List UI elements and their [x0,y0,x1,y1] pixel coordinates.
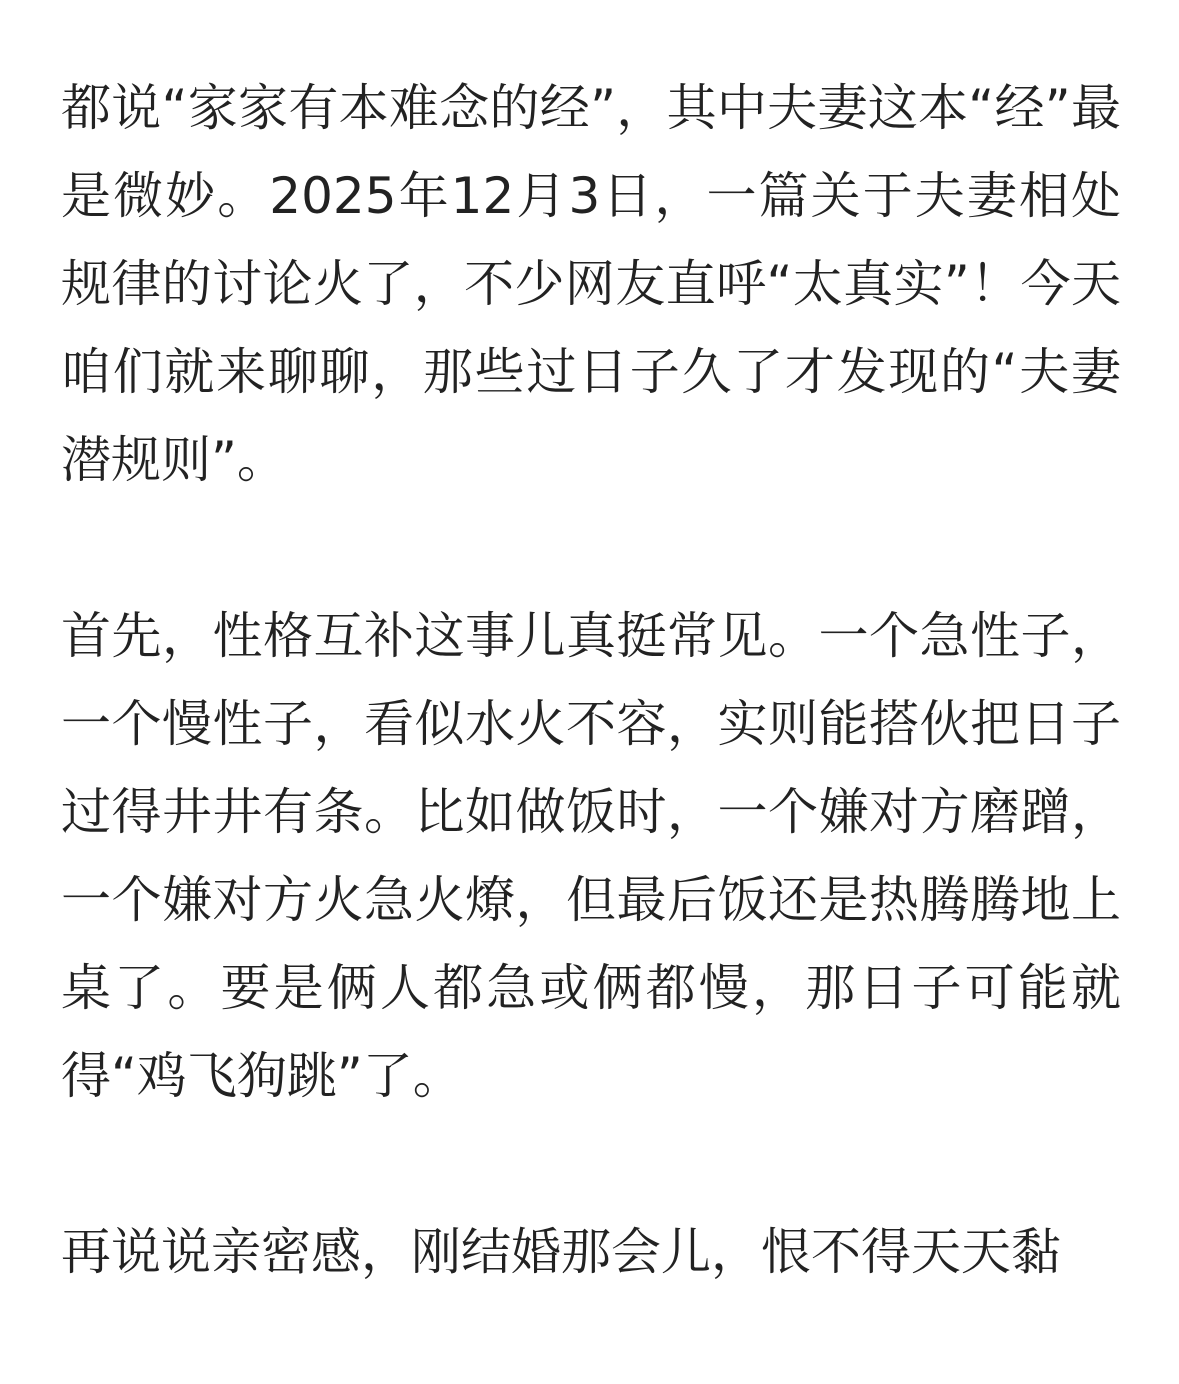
paragraph-intimacy: 再说说亲密感，刚结婚那会儿，恨不得天天黏 [61,1223,1061,1281]
paragraph-intro: 都说“家家有本难念的经”，其中夫妻这本“经”最是微妙。2025年12月3日，一篇关于夫妻相处规律的讨论火了，不少网友直呼“太真实”！今天咱们就来聊聊，那些过日子久了才发现的“夫妻潜规则”。 [61,79,1121,489]
paragraph-personality: 首先，性格互补这事儿真挺常见。一个急性子，一个慢性子，看似水火不容，实则能搭伙把日子过得井井有条。比如做饭时，一个嫌对方磨蹭，一个嫌对方火急火燎，但最后饭还是热腾腾地上桌了。要是俩人都急或俩都慢，那日子可能就得“鸡飞狗跳”了。 [61,607,1121,1105]
article-body [61,64,1121,1384]
